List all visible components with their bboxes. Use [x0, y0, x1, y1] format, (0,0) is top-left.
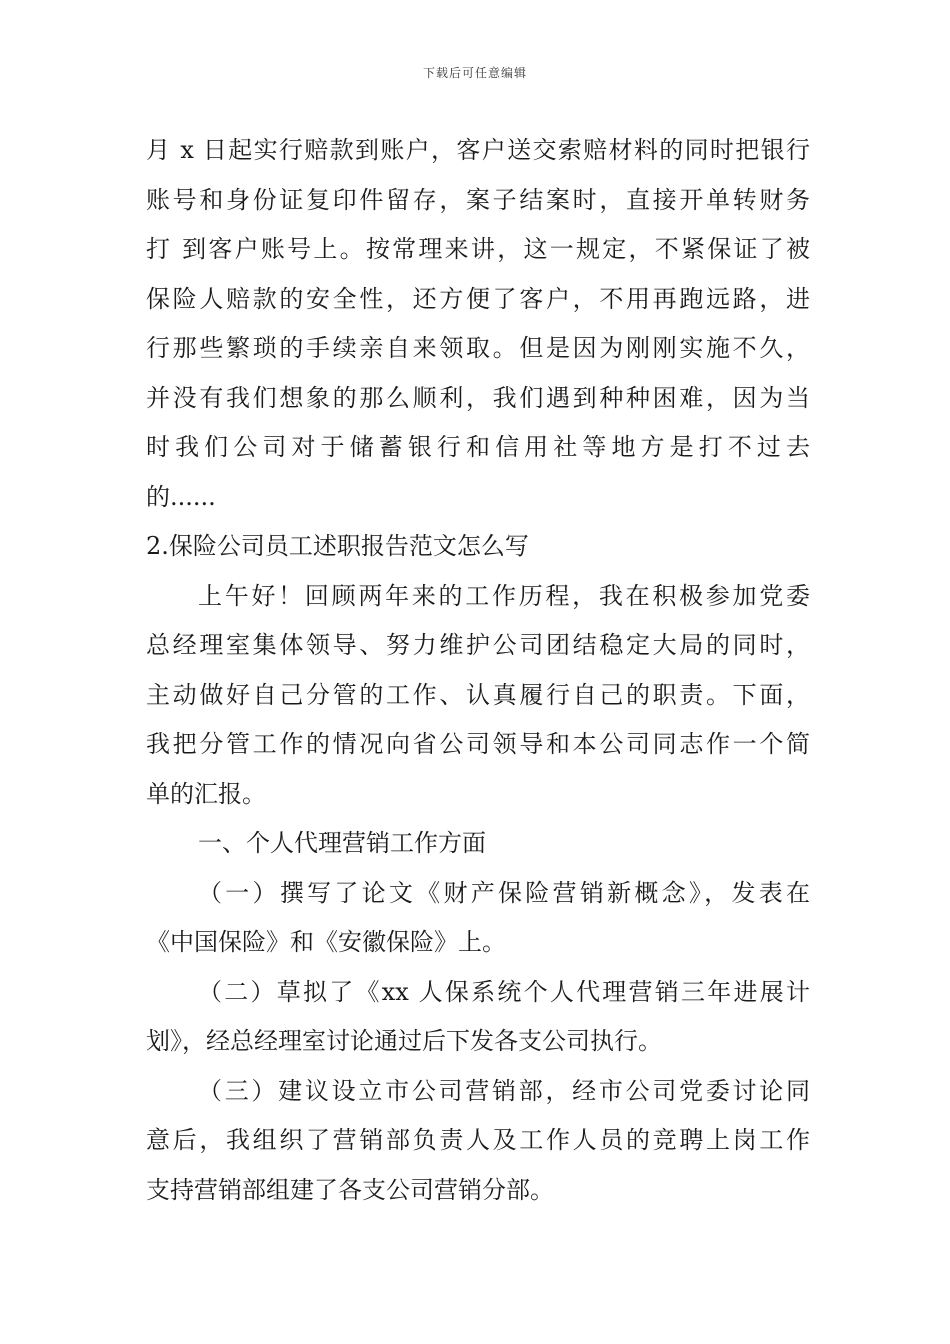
text-line: 的......: [146, 482, 216, 511]
paragraph-item-2: [146, 968, 810, 1067]
paragraph-item-3: [146, 1067, 810, 1216]
page-header: 下载后可任意编辑: [422, 66, 527, 80]
text-line: 《中国保险》和《安徽保险》上。: [146, 928, 506, 956]
paragraph-item-1: [146, 869, 810, 968]
text-line: 意后，我组织了营销部负责人及工作人员的竞聘上岗工作: [146, 1126, 810, 1154]
text-line: （三）建议设立市公司营销部，经市公司党委讨论同: [198, 1076, 810, 1105]
subsection-title: 一、个人代理营销工作方面: [198, 829, 486, 857]
document-body: [146, 126, 810, 1215]
text-line: 账号和身份证复印件留存，案子结案时，直接开单转财务: [146, 185, 810, 214]
text-line: 时我们公司对于储蓄银行和信用社等地方是打不过去: [146, 433, 810, 461]
text-line: 划》，经总经理室讨论通过后下发各支公司执行。: [146, 1027, 662, 1055]
text-line: 并没有我们想象的那么顺利，我们遇到种种困难，因为当: [146, 383, 810, 412]
text-line: 单的汇报。: [146, 779, 266, 808]
text-line: 总经理室集体领导、努力维护公司团结稳定大局的同时，: [146, 631, 810, 659]
text-line: 主动做好自己分管的工作、认真履行自己的职责。下面，: [146, 680, 810, 709]
text-line: 月 x 日起实行赔款到账户，客户送交索赔材料的同时把银行: [146, 136, 810, 164]
text-line: 我把分管工作的情况向省公司领导和本公司同志作一个简: [146, 730, 810, 758]
text-line: 行那些繁琐的手续亲自来领取。但是因为刚刚实施不久，: [146, 334, 810, 362]
subsection-heading: [146, 819, 810, 869]
section-title: 2.保险公司员工述职报告范文怎么写: [146, 532, 529, 560]
paragraph-greeting: [146, 572, 810, 820]
paragraph-claims-account: [146, 126, 810, 522]
text-line: 支持营销部组建了各支公司营销分部。: [146, 1175, 554, 1204]
section-heading: [146, 522, 810, 572]
text-line: 保险人赔款的安全性，还方便了客户，不用再跑远路，进: [146, 284, 810, 313]
text-line: 上午好！回顾两年来的工作历程，我在积极参加党委: [198, 581, 810, 610]
text-line: （二）草拟了《xx 人保系统个人代理营销三年进展计: [198, 977, 810, 1006]
text-line: （一）撰写了论文《财产保险营销新概念》，发表在: [198, 878, 810, 907]
text-line: 打 到客户账号上。按常理来讲，这一规定，不紧保证了被: [146, 235, 810, 263]
